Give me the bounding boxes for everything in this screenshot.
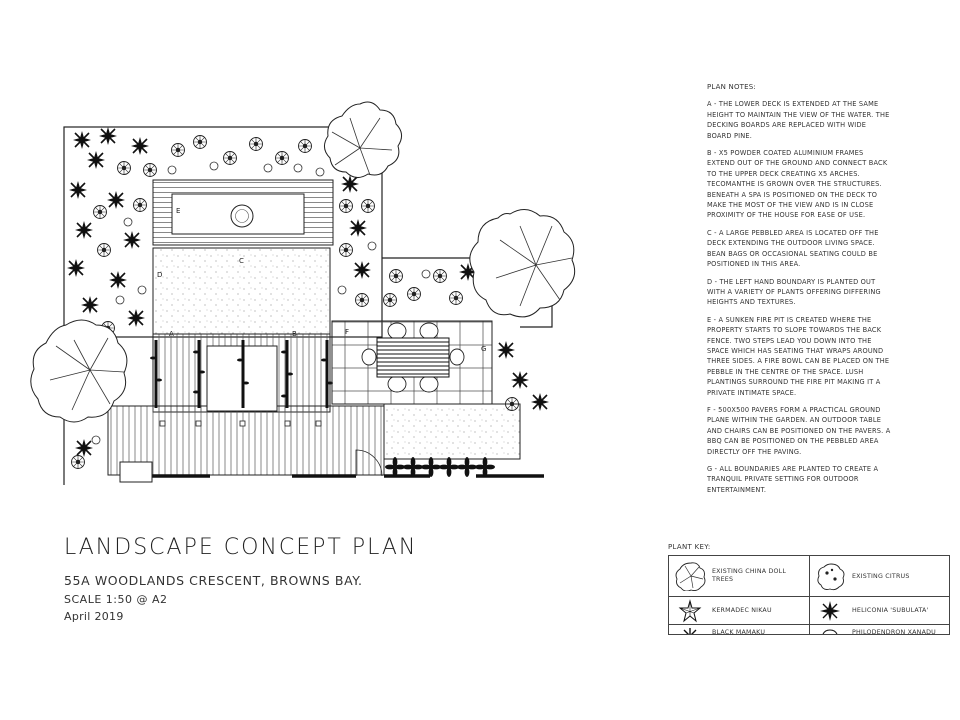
fern-icon [677, 626, 703, 635]
plan-note-a: A - THE LOWER DECK IS EXTENDED AT THE SAME HEIGHT TO MAINTAIN THE VIEW OF THE WATER. THE DECKING BOARDS ARE REPLACED WITH WIDE BOARD PINE. [707, 100, 890, 140]
label-d: D [157, 271, 163, 279]
plan-scale: SCALE 1:50 @ A2 [64, 593, 168, 606]
plant-key-row-divider [669, 596, 950, 597]
plan-title: LANDSCAPE CONCEPT PLAN [64, 535, 418, 560]
plant-key-label: PHILODENDRON XANADU [852, 629, 936, 635]
citrus-canopy-icon [815, 561, 847, 591]
plant-key-label: KERMADEC NIKAU [712, 607, 772, 614]
plant-key-label: EXISTING CITRUS [852, 573, 910, 580]
plan-note-d: D - THE LEFT HAND BOUNDARY IS PLANTED OUT WITH A VARIETY OF PLANTS OFFERING DIFFERING HEIGHTS AND TEXTURES. [707, 277, 881, 307]
label-f: F [345, 328, 350, 336]
plan-notes [707, 82, 892, 502]
leaf-clump-icon [817, 626, 843, 635]
plan-note-g: G - ALL BOUNDARIES ARE PLANTED TO CREATE A TRANQUIL PRIVATE SETTING FOR OUTDOOR ENTERTAINMENT. [707, 465, 879, 494]
plan-note-e: E - A SUNKEN FIRE PIT IS CREATED WHERE THE PROPERTY STARTS TO SLOPE TOWARDS THE BACK FENCE. TWO STEPS LEAD YOU DOWN INTO THE SPACE WHICH HAS SEATING THAT WRAPS AROUND THREE SIDES. A FIRE BOWL CAN BE PLACED ON THE PEBBLE IN THE CENTRE OF THE SPACE. LUSH PLANTINGS SURROUND THE FIRE PIT MAKING IT A PRIVATE INTIMATE SPACE. [707, 315, 890, 397]
label-a: A [169, 330, 174, 338]
plan-note-f: F - 500X500 PAVERS FORM A PRACTICAL GROUND PLANE WITHIN THE GARDEN. AN OUTDOOR TABLE AND CHAIRS CAN BE POSITIONED ON THE PAVERS. A BBQ CAN BE POSITIONED ON THE PEBBLED AREA DIRECTLY OFF THE PAVING. [707, 405, 891, 456]
label-c: C [239, 257, 244, 265]
heliconia-icon [817, 599, 843, 623]
plan-note-c: C - A LARGE PEBBLED AREA IS LOCATED OFF THE DECK EXTENDING THE OUTDOOR LIVING SPACE. BEAN BAGS OR OCCASIONAL SEATING COULD BE POSITIONED IN THIS AREA. [707, 228, 879, 269]
plant-key-table [668, 555, 950, 635]
plant-key-label: EXISTING CHINA DOLL TREES [712, 568, 787, 583]
plan-note-b: B - X5 POWDER COATED ALUMINIUM FRAMES EXTEND OUT OF THE GROUND AND CONNECT BACK TO THE UPPER DECK CREATING X5 ARCHES. TECOMANTHE IS GROWN OVER THE STRUCTURES. BENEATH A SPA IS POSITIONED ON THE DECK TO MAKE THE MOST OF THE VIEW AND IS IN CLOSE PROXIMITY OF THE HOUSE FOR EASE OF USE. [707, 149, 888, 220]
tree-canopy-icon [675, 561, 707, 591]
label-g: G [481, 345, 487, 353]
plant-key-row-divider [669, 624, 950, 625]
plant-key-label: BLACK MAMAKU [712, 629, 766, 635]
plan-notes-heading: PLAN NOTES: [707, 83, 756, 91]
plant-key-label: HELICONIA 'SUBULATA' [852, 607, 929, 614]
site-address: 55A WOODLANDS CRESCENT, BROWNS BAY. [64, 573, 363, 588]
palm-icon [677, 599, 703, 623]
label-e: E [176, 207, 181, 215]
plant-key-heading: PLANT KEY: [668, 543, 711, 551]
label-b: B [292, 330, 297, 338]
plan-date: April 2019 [64, 610, 124, 623]
